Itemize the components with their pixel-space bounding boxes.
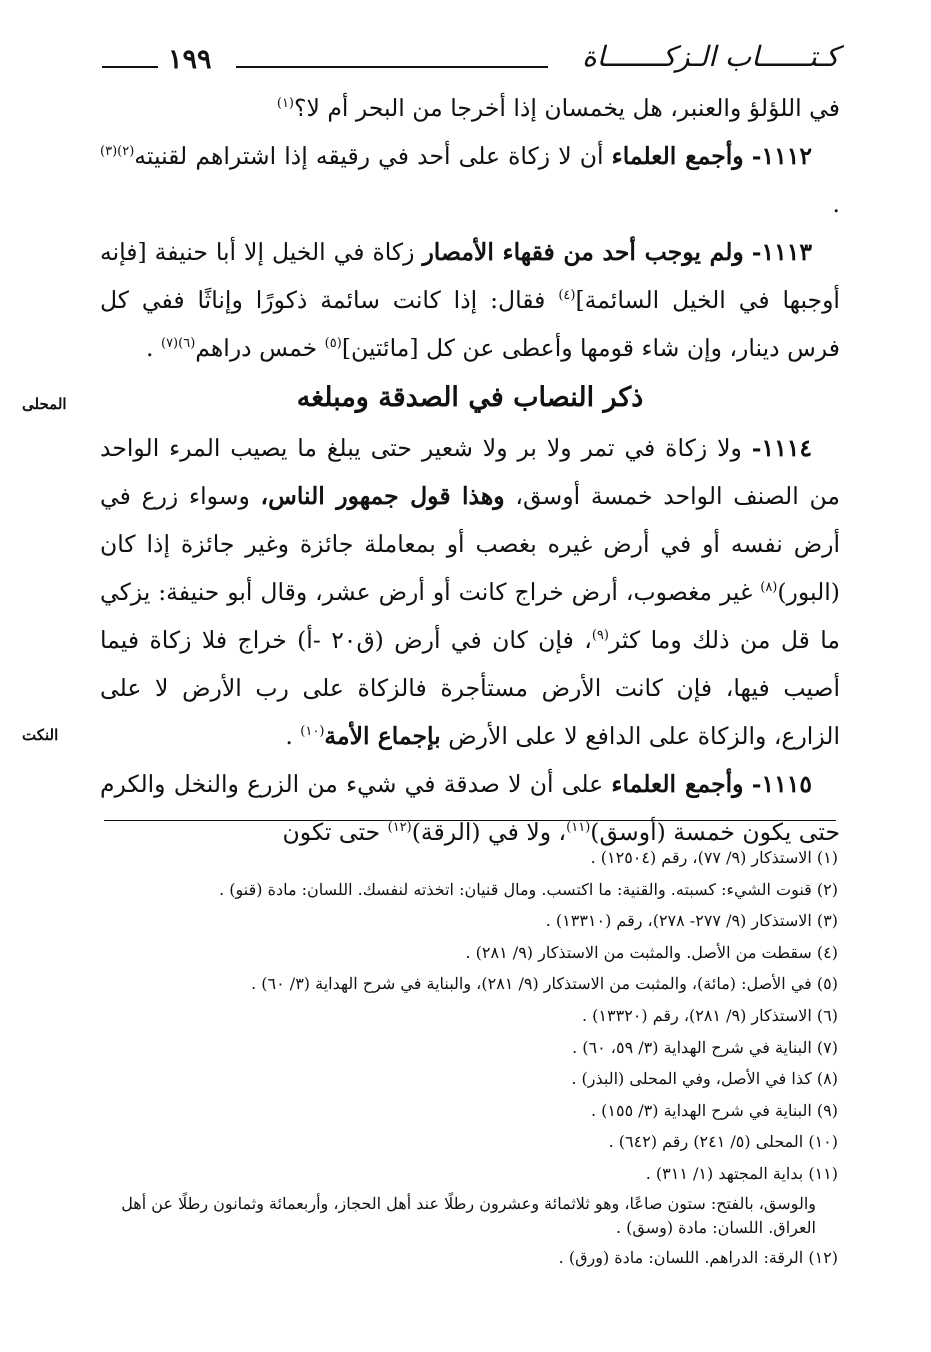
footnote-1: (١) الاستذكار (٩/ ٧٧)، رقم (١٢٥٠٤) . [590,848,838,867]
page-number: ١٩٩ [168,44,212,75]
footnote-3: (٣) الاستذكار (٩/ ٢٧٧- ٢٧٨)، رقم (١٣٣١٠) . [545,911,838,931]
footnote-9: (٩) البناية في شرح الهداية (٣/ ١٥٥) . [590,1100,838,1120]
footnote-ref: (١٠) [300,724,325,740]
entry-number: ١١١٤- [751,434,812,462]
footnote-ref: (٤) [558,288,576,304]
paragraph-1115: ١١١٥- وأجمع العلماء على أن لا صدقة في شيء من الزرع والنخل والكرم حتى يكون خمسة (أوسق)$^{(١١)}$، ولا في (الرقة)$^{(١٢)}$ حتى تكون [100,770,840,846]
footnote-ref: (٥) [324,336,342,352]
footnote-11: (١١) بداية المجتهد (١/ ٣١١) . [645,1163,838,1183]
footnote-ref: (٨) [760,580,778,596]
footnote-2: (٢) قنوت الشيء: كسبته. والقنية: ما اكتسب. ومال قنيان: اتخذته لنفسك. اللسان: مادة (قنو) . [219,879,838,899]
margin-note-alnukat: النكت [22,726,59,744]
running-header-title: كـتــــــاب الـزكـــــــاة [582,40,839,73]
footnote-ref: (١٢) [387,820,412,836]
footnote-separator [104,820,836,821]
paragraph-1112: ١١١٢- وأجمع العلماء أن لا زكاة على أحد في رقيقه إذا اشتراهم لقنيته$^{(٢)(٣)}$ . [100,142,840,218]
entry-number: ١١١٥- [751,770,812,798]
margin-note-almuhalla: المحلى [22,395,67,413]
footnote-8: (٨) كذا في الأصل، وفي المحلى (البذر) . [571,1069,838,1089]
footnote-ref: (٢)(٣) [100,144,135,160]
footnote-6: (٦) الاستذكار (٩/ ٢٨١)، رقم (١٣٣٢٠) . [581,1005,838,1025]
footnote-10: (١٠) المحلى (٥/ ٢٤١) رقم (٦٤٢) . [608,1132,838,1152]
header-rule-short [102,66,158,68]
footnote-4: (٤) سقطت من الأصل. والمثبت من الاستذكار (٩/ ٢٨١) . [465,942,838,962]
footnote-7: (٧) البناية في شرح الهداية (٣/ ٥٩، ٦٠) . [572,1037,838,1057]
main-text [100,84,840,856]
footnote-ref: (٦)(٧) [160,336,196,352]
entry-number: ١١١٢- [751,142,812,170]
footnote-11-continuation: والوسق، بالفتح: ستون صاعًا، وهو ثلاثمائة وعشرون رطلًا عند أهل الحجاز، وأربعمائة وثمانون رطلًا عن أهل العراق. اللسان: مادة (وسق) . [121,1193,816,1237]
header-rule [236,66,548,68]
entry-number: ١١١٣- [751,238,812,266]
footnote-5: (٥) في الأصل: (مائة)، والمثبت من الاستذكار (٩/ ٢٨١)، والبناية في شرح الهداية (٣/ ٦٠) . [251,974,838,994]
section-heading: ذكر النصاب في الصدقة ومبلغه [296,382,644,413]
footnotes [96,842,838,1273]
footnote-ref: (١١) [566,820,591,836]
paragraph-1113: ١١١٣- ولم يوجب أحد من فقهاء الأمصار زكاة في الخيل إلا أبا حنيفة [فإنه أوجبها في الخيل السائمة]$^{(٤)}$ فقال: إذا كانت سائمة ذكورًا وإناثًا ففي كل فرس دينار، وإن شاء قومها وأعطى عن كل [مائتين]$^{(٥)}$ خمس دراهم$^{(٦)(٧)}$ . [100,238,840,362]
footnote-ref: (١) [276,96,294,112]
footnote-12: (١٢) الرقة: الدراهم. اللسان: مادة (ورق) . [558,1247,838,1267]
footnote-ref: (٩) [591,628,609,644]
paragraph-1: في اللؤلؤ والعنبر، هل يخمسان إذا أخرجا من البحر أم لا؟$^{(١)}$ [276,94,840,122]
paragraph-1114: ١١١٤- ولا زكاة في تمر ولا بر ولا شعير حتى يبلغ ما يصيب المرء الواحد من الصنف الواحد خمسة أوسق، وهذا قول جمهور الناس، وسواء زرع في أرض نفسه أو في أرض غيره بغصب أو بمعاملة جائزة وغير جائزة إذا كان (البور)$^{(٨)}$ غير مغصوب، أرض خراج كانت أو أرض عشر، وقال أبو حنيفة: يزكي ما قل من ذلك وما كثر$^{(٩)}$، فإن كان في أرض (ق٢٠ -أ) خراج فلا زكاة فيما أصيب فيها، فإن كانت الأرض مستأجرة فالزكاة على رب الأرض لا على الزارع، والزكاة على الدافع لا على الأرض بإجماع الأمة$^{(١٠)}$ . [100,434,840,750]
